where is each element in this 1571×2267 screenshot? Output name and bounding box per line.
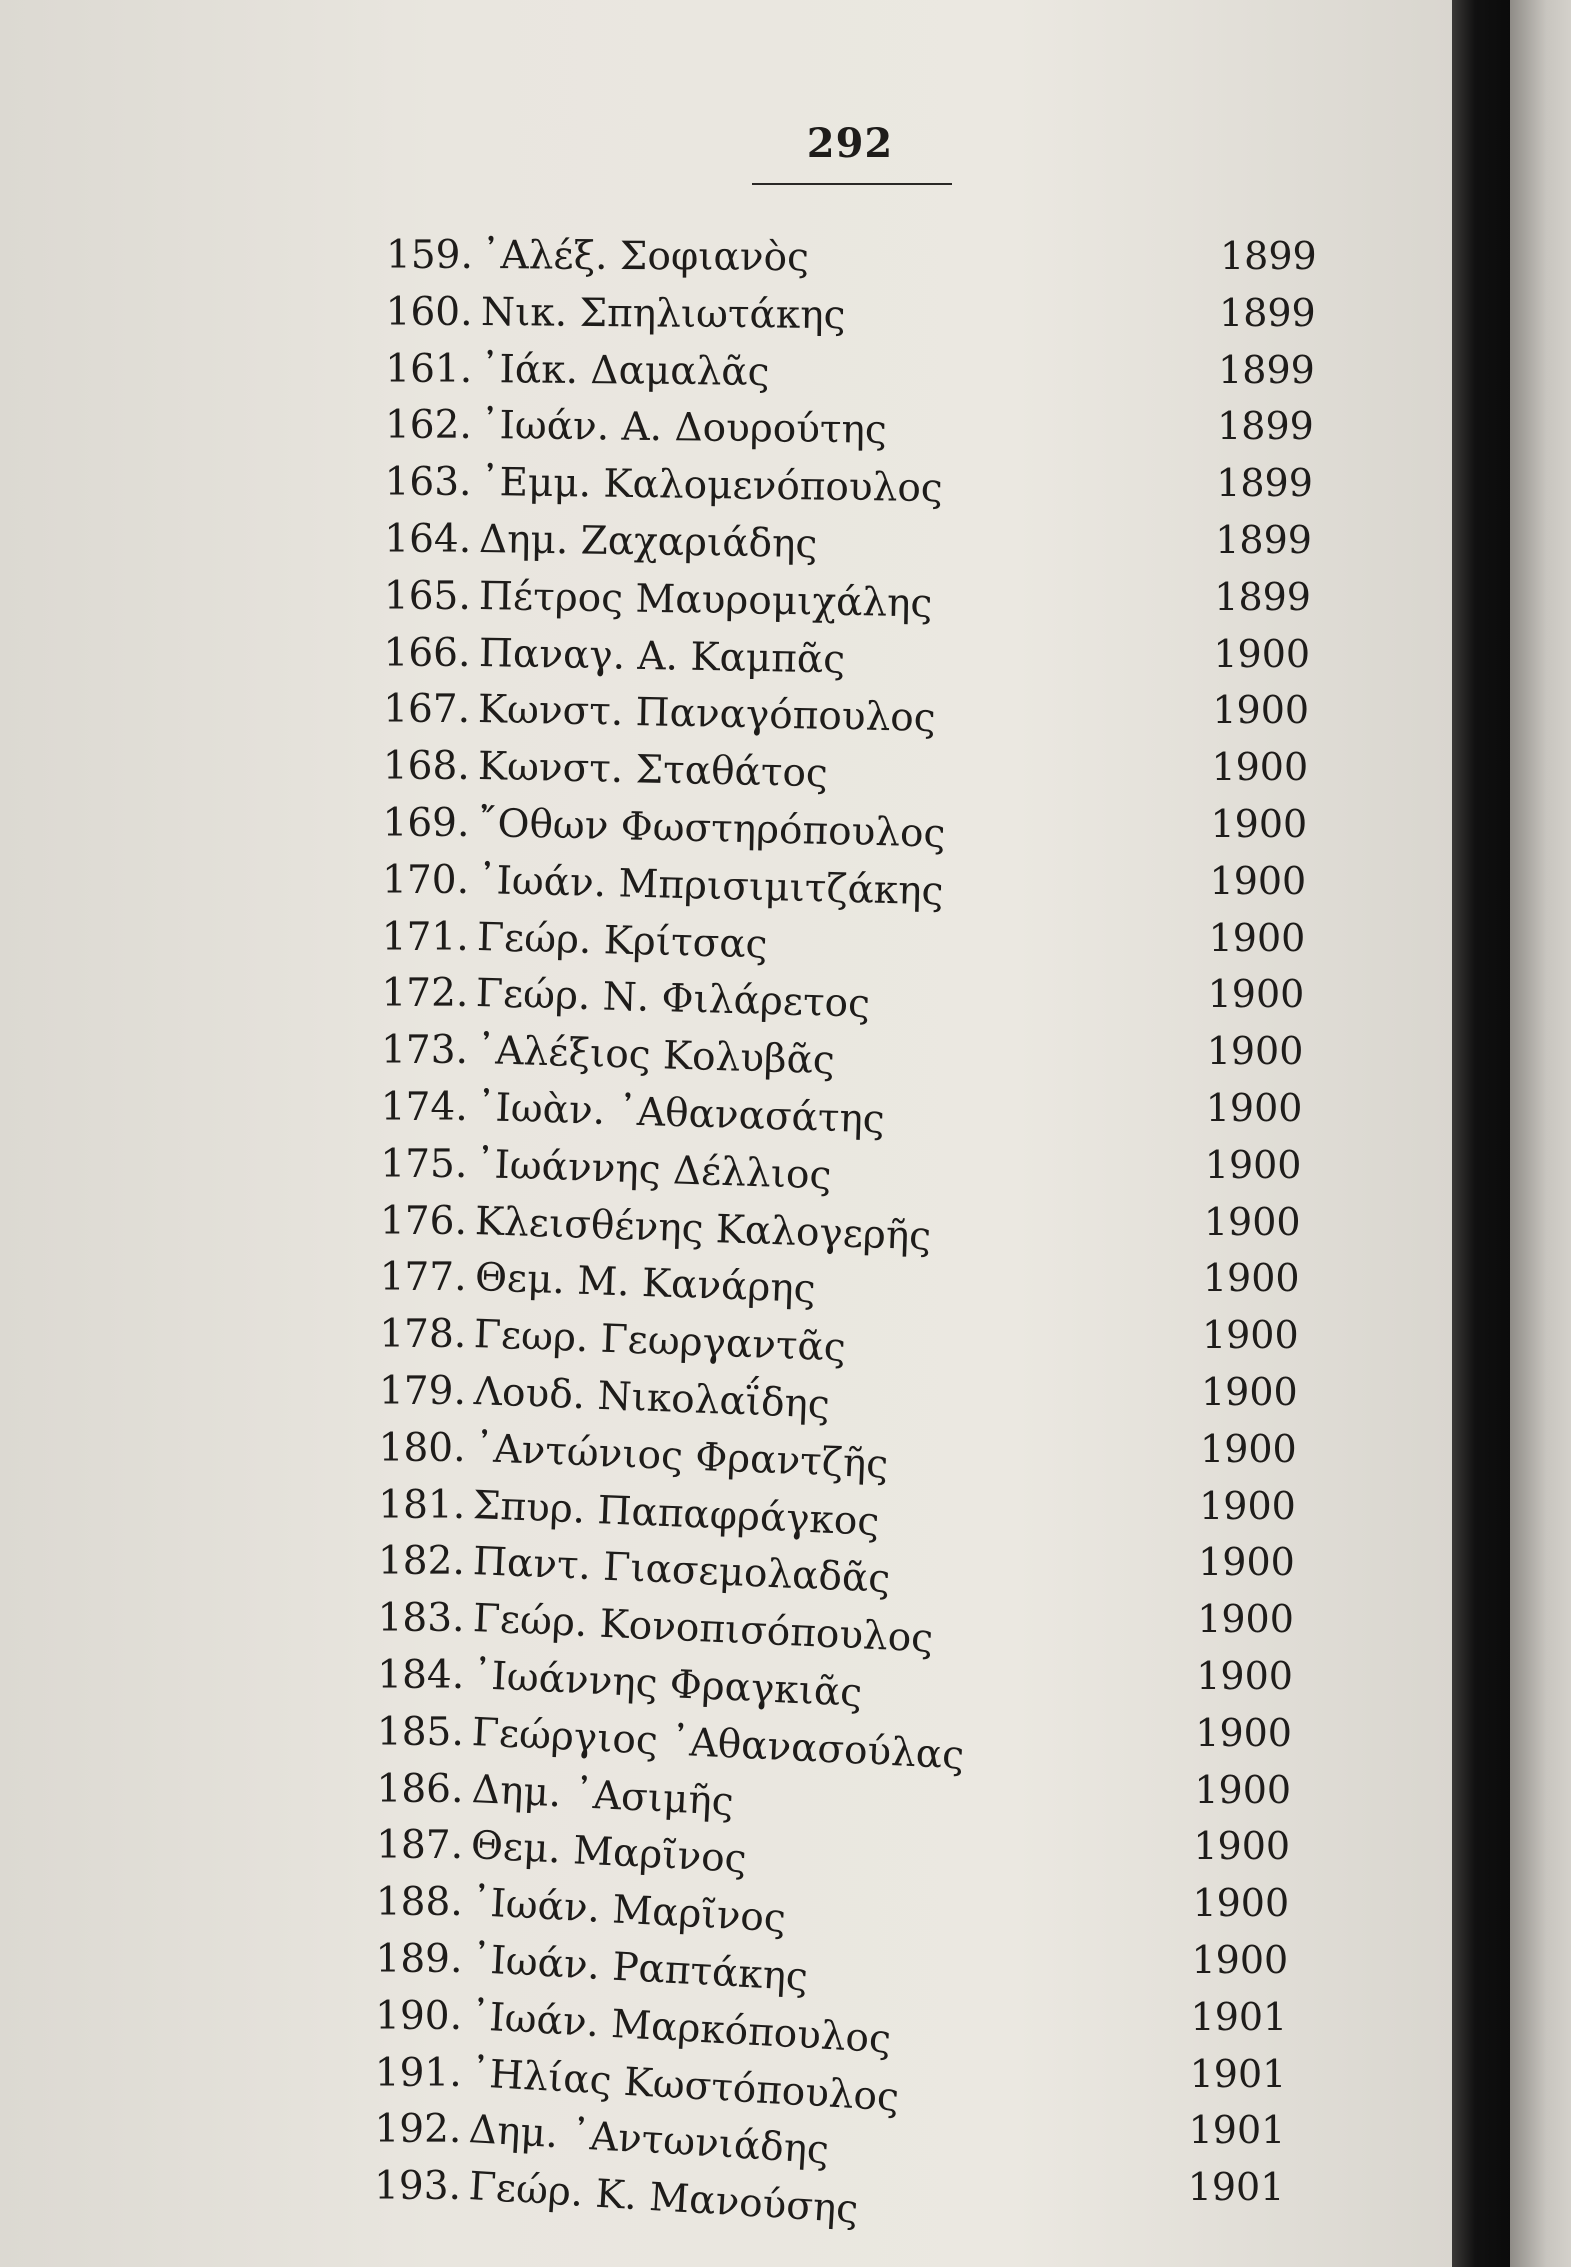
entry-year: 1901 (1189, 2051, 1287, 2096)
entry-name: Γεώρ. Κονοπισόπουλος (471, 1596, 934, 1662)
entry-number: 166. (383, 630, 471, 676)
entry-year: 1900 (1209, 858, 1307, 903)
entry-year: 1900 (1210, 802, 1308, 846)
entry-name: ᾿Αντώνιος Φραντζῆς (472, 1425, 889, 1488)
entry-year: 1900 (1201, 1370, 1298, 1414)
entry-number: 189. (375, 1937, 463, 1982)
entry-year: 1900 (1207, 972, 1305, 1017)
entry-number: 187. (376, 1823, 464, 1869)
book-spine (1452, 0, 1510, 2267)
entry-year: 1899 (1220, 234, 1317, 278)
entry-year: 1900 (1201, 1313, 1299, 1358)
entry-number: 168. (382, 744, 470, 790)
list-item (375, 1989, 1315, 2063)
entry-number: 164. (384, 517, 472, 562)
entry-name: Πέτρος Μαυρομιχάλης (478, 573, 933, 627)
list-item (376, 1705, 1317, 1779)
entry-number: 178. (379, 1312, 467, 1358)
entry-year: 1900 (1192, 1881, 1290, 1926)
list-item (375, 1932, 1316, 2001)
entry-name: Δημ. ᾿Ασιμῆς (470, 1766, 735, 1825)
entry-number: 186. (376, 1766, 464, 1812)
list-item (385, 398, 1325, 454)
entry-year: 1899 (1218, 347, 1315, 392)
list-item (374, 2102, 1314, 2174)
entry-name: ᾿Ιωάν. Ραπτάκης (469, 1937, 809, 2001)
entry-name: Γεωρ. Γεωργαντᾶς (473, 1312, 847, 1371)
list-item (385, 455, 1325, 511)
entry-number: 165. (383, 573, 471, 619)
list-item (384, 569, 1324, 625)
entry-number: 192. (374, 2107, 462, 2153)
entry-name: Σπυρ. Παπαφράγκος (472, 1482, 881, 1545)
list-item (381, 966, 1321, 1028)
list-item (380, 1080, 1321, 1143)
entry-number: 190. (375, 1993, 462, 2039)
entry-number: 183. (377, 1596, 465, 1642)
list-item (378, 1421, 1319, 1488)
list-item (379, 1307, 1319, 1371)
entry-name: Παναγ. Α. Καμπᾶς (478, 630, 845, 683)
list-item (377, 1648, 1317, 1717)
list-item (382, 796, 1323, 857)
entry-year: 1900 (1213, 631, 1311, 676)
list-item (385, 342, 1325, 398)
list-item (380, 1137, 1320, 1199)
entry-name: Θεμ. Μ. Κανάρης (473, 1255, 816, 1313)
entry-number: 182. (377, 1539, 465, 1585)
entry-name: ᾿Αλέξ. Σοφιανὸς (480, 233, 810, 281)
entry-year: 1900 (1202, 1256, 1300, 1301)
entry-year: 1900 (1204, 1142, 1302, 1187)
entry-number: 185. (376, 1709, 464, 1755)
entry-number: 174. (380, 1085, 468, 1130)
list-item (383, 682, 1323, 742)
entry-number: 173. (381, 1028, 468, 1074)
entry-number: 180. (378, 1425, 466, 1471)
entry-name: ᾿Ιωάννης Φραγκιᾶς (471, 1653, 864, 1717)
entry-year: 1900 (1194, 1767, 1292, 1812)
entry-name: Δημ. ᾿Αντωνιάδης (468, 2107, 831, 2174)
list-item (383, 739, 1323, 795)
entry-name: ᾿Ιωάν. Μπρισιμιτζάκης (476, 857, 945, 915)
entry-name: ῎Οθων Φωστηρόπουλος (477, 801, 946, 857)
entry-number: 179. (379, 1369, 466, 1414)
entry-name: ᾿Εμμ. Καλομενόπουλος (479, 460, 943, 512)
list-item (374, 2159, 1314, 2233)
list-item (379, 1364, 1319, 1428)
entry-name: Κλεισθένης Καλογερῆς (474, 1198, 932, 1259)
entry-number: 170. (382, 857, 469, 903)
list-item (378, 1478, 1318, 1545)
entry-year: 1900 (1199, 1483, 1296, 1528)
entry-year: 1900 (1196, 1654, 1293, 1698)
entry-year: 1900 (1195, 1710, 1292, 1755)
entry-name: Κωνστ. Σταθάτος (477, 744, 829, 797)
entry-year: 1901 (1188, 2108, 1286, 2153)
entry-name: ᾿Ηλίας Κωστόπουλος (468, 2050, 900, 2121)
entry-name: ᾿Ιωάν. Μαρκόπουλος (468, 1993, 893, 2063)
list-item (375, 1875, 1316, 1942)
list-item (381, 1023, 1321, 1084)
list-item (386, 228, 1326, 284)
list-item (380, 1194, 1320, 1259)
entry-year: 1900 (1191, 1938, 1289, 1982)
entry-year: 1899 (1215, 518, 1312, 562)
entry-name: Γεώρ. Ν. Φιλάρετος (475, 971, 871, 1028)
entry-year: 1899 (1219, 290, 1316, 335)
entry-number: 167. (383, 687, 471, 733)
list-item (377, 1591, 1318, 1662)
entry-number: 193. (374, 2164, 461, 2210)
entry-name: Γεώρ. Κρίτσας (476, 914, 768, 968)
entry-name: Νικ. Σπηλιωτάκης (480, 289, 846, 338)
entry-year: 1900 (1198, 1540, 1295, 1585)
entry-number: 163. (384, 460, 472, 506)
entry-year: 1899 (1217, 404, 1314, 449)
entry-year: 1900 (1193, 1824, 1291, 1869)
entry-year: 1899 (1214, 574, 1311, 619)
entry-name: ᾿Ιάκ. Δαμαλᾶς (480, 346, 771, 395)
entry-name: Γεώργιος ᾿Αθανασούλας (470, 1709, 965, 1779)
entry-year: 1900 (1205, 1086, 1303, 1130)
entry-name: ᾿Ιωάν. Μαρῖνος (469, 1880, 787, 1942)
entry-year: 1901 (1190, 1994, 1288, 2039)
entry-name: ᾿Αλέξιος Κολυβᾶς (475, 1028, 836, 1084)
list-item (376, 1818, 1316, 1883)
page-number: 292 (806, 120, 894, 167)
list-item (384, 626, 1324, 682)
entry-number: 176. (380, 1198, 467, 1244)
entry-number: 160. (385, 289, 473, 335)
entry-year: 1900 (1206, 1029, 1304, 1074)
entry-number: 175. (380, 1141, 468, 1187)
entry-year: 1900 (1211, 745, 1309, 790)
entry-name: ᾿Ιωάννης Δέλλιος (474, 1141, 833, 1199)
entry-name: Θεμ. Μαρῖνος (470, 1823, 748, 1883)
entry-number: 188. (375, 1880, 463, 1926)
entry-number: 172. (381, 971, 469, 1017)
entry-year: 1900 (1208, 915, 1306, 960)
entry-number: 191. (374, 2050, 462, 2096)
entry-year: 1900 (1212, 688, 1310, 733)
entry-number: 162. (384, 403, 472, 449)
list-item (379, 1250, 1320, 1313)
entry-name: Γεώρ. Κ. Μανούσης (467, 2164, 860, 2233)
list-item (377, 1534, 1318, 1603)
entry-name: ᾿Ιωὰν. ᾿Αθανασάτης (475, 1085, 886, 1143)
entry-year: 1900 (1203, 1199, 1301, 1244)
entry-number: 161. (385, 346, 473, 392)
entry-year: 1899 (1216, 461, 1313, 506)
entry-name: ᾿Ιωάν. Α. Δουρούτης (479, 403, 887, 454)
entry-name: Λουδ. Νικολαΐδης (473, 1369, 831, 1428)
entry-number: 159. (386, 233, 473, 278)
entry-number: 181. (378, 1482, 466, 1528)
list-item (384, 512, 1324, 568)
entry-number: 171. (381, 914, 469, 960)
entry-name: Κωνστ. Παναγόπουλος (477, 687, 937, 742)
entry-name: Δημ. Ζαχαριάδης (478, 517, 818, 568)
entry-number: 184. (377, 1653, 465, 1698)
entry-name: Παντ. Γιασεμολαδᾶς (471, 1539, 892, 1603)
entry-year: 1900 (1200, 1426, 1297, 1471)
entry-number: 169. (382, 801, 470, 846)
entry-year: 1901 (1187, 2165, 1285, 2210)
list-item (386, 285, 1326, 341)
list-item (374, 2046, 1315, 2121)
list-item (382, 853, 1322, 915)
list-item (376, 1762, 1317, 1825)
facing-page-edge (1510, 0, 1571, 2267)
list-item (382, 910, 1322, 966)
entry-number: 177. (379, 1255, 467, 1301)
entry-year: 1900 (1197, 1597, 1294, 1642)
